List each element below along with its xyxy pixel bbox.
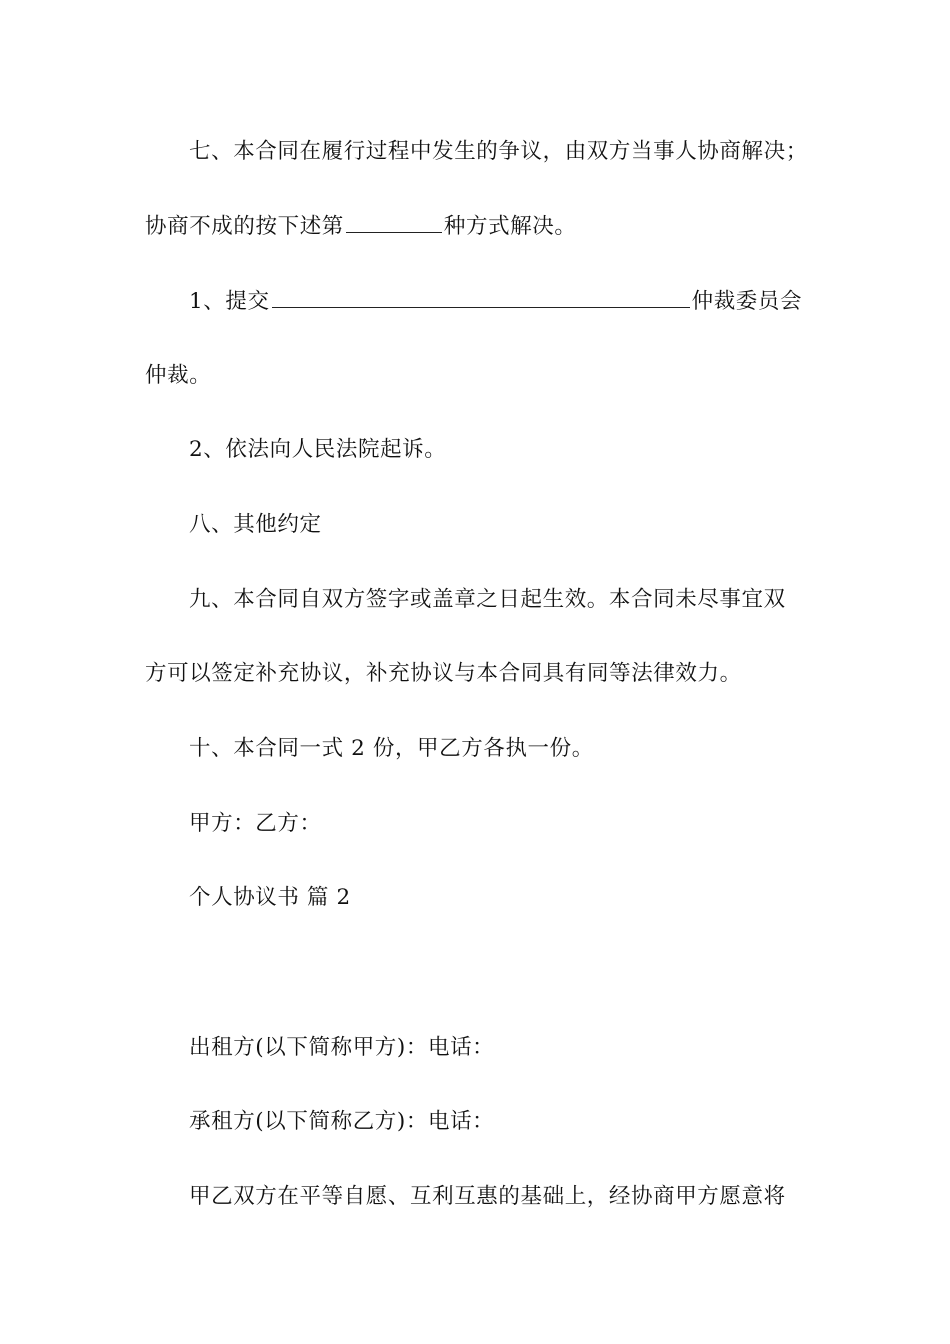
clause-7-line-2 <box>145 212 577 241</box>
clause-10: 十、本合同一式 2 份，甲乙方各执一份。 <box>189 736 594 761</box>
clause-9-line-1: 九、本合同自双方签字或盖章之日起生效。本合同未尽事宜双 <box>189 587 786 612</box>
option-1-line-1 <box>189 287 802 316</box>
signature-line: 甲方：乙方： <box>189 811 322 836</box>
intro-line: 甲乙双方在平等自愿、互利互惠的基础上，经协商甲方愿意将 <box>189 1184 786 1209</box>
section-title: 个人协议书 篇 2 <box>189 885 351 910</box>
option-1-suffix: 仲裁委员会 <box>691 289 803 314</box>
clause-7-line-2-suffix: 种方式解决。 <box>443 214 577 239</box>
clause-7-line-1: 七、本合同在履行过程中发生的争议，由双方当事人协商解决； <box>189 139 808 164</box>
method-number-blank <box>346 212 442 233</box>
option-2: 2、依法向人民法院起诉。 <box>189 437 447 462</box>
clause-9-line-2: 方可以签定补充协议，补充协议与本合同具有同等法律效力。 <box>145 661 742 686</box>
option-1-prefix: 1、提交 <box>189 289 270 314</box>
lessee-line: 承租方(以下简称乙方)：电话： <box>189 1109 495 1134</box>
option-1-line-2: 仲裁。 <box>145 363 212 388</box>
lessor-line: 出租方(以下简称甲方)：电话： <box>189 1035 495 1060</box>
clause-7-line-2-prefix: 协商不成的按下述第 <box>145 214 344 239</box>
arbitration-committee-blank <box>272 287 690 308</box>
clause-8: 八、其他约定 <box>189 512 322 537</box>
